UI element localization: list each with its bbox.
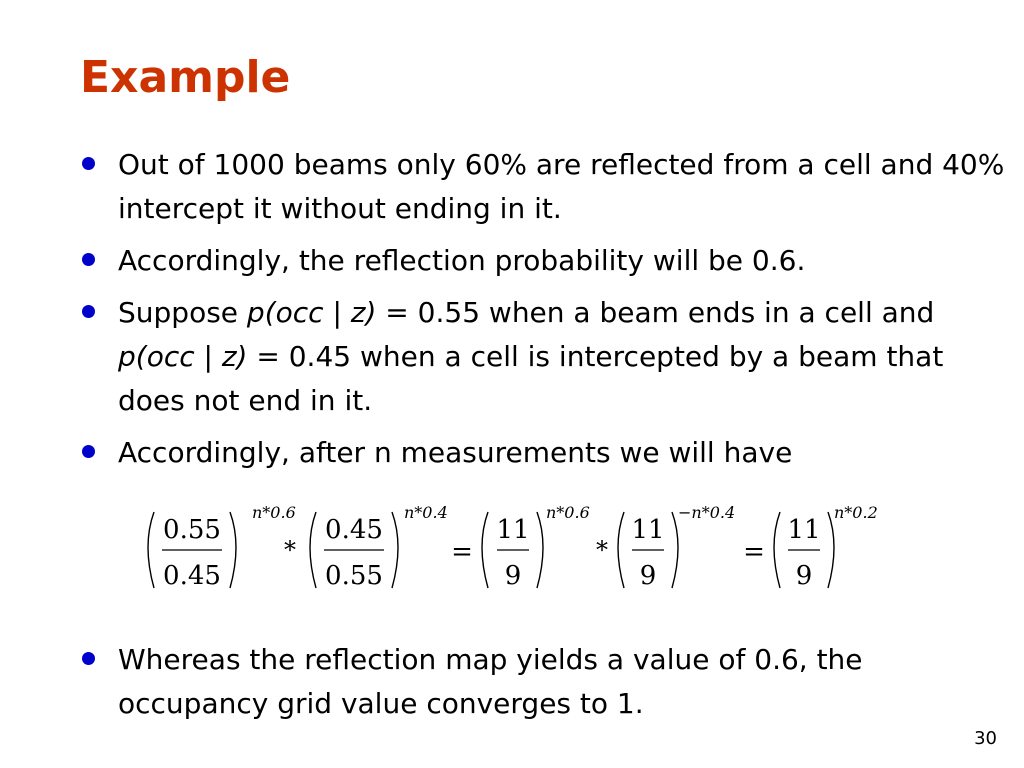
bullet-text-part: = 0.45 when a cell is intercepted by a beam that does not end in it. [118, 340, 944, 417]
bullet-item-2 [80, 239, 1010, 283]
fraction-denominator: 9 [504, 561, 522, 591]
bullet-dot-icon [82, 157, 95, 170]
exponent: n*0.6 [546, 503, 590, 522]
formula-term-4 [618, 503, 735, 591]
bullet-text-part: Suppose [118, 296, 247, 329]
fraction-numerator: 0.55 [163, 515, 221, 545]
multiply-operator: * [284, 536, 296, 564]
exponent: n*0.4 [404, 503, 448, 522]
bullet-item-4 [80, 431, 1010, 475]
formula-term-3 [482, 503, 590, 591]
page-number: 30 [974, 728, 997, 749]
bullet-item-3 [80, 291, 1010, 423]
bullet-dot-icon [82, 445, 95, 458]
formula-term-2 [310, 503, 448, 591]
bullet-text: Accordingly, after n measurements we will have [118, 436, 793, 469]
formula [140, 500, 900, 600]
fraction-denominator: 0.55 [325, 561, 383, 591]
bullet-text: Accordingly, the reflection probability will be 0.6. [118, 244, 806, 277]
probability-expression: p(occ | z) [246, 296, 377, 329]
fraction-denominator: 9 [639, 561, 657, 591]
exponent: n*0.6 [252, 503, 296, 522]
bullet-item-1 [80, 143, 1010, 231]
formula-term-5 [774, 503, 878, 591]
exponent: n*0.2 [834, 503, 878, 522]
bullet-text: Whereas the reflection map yields a value of 0.6, the occupancy grid value converges to 1. [118, 643, 863, 720]
bullet-item-5 [80, 638, 1010, 726]
probability-expression: p(occ | z) [118, 340, 248, 373]
fraction-denominator: 0.45 [163, 561, 221, 591]
bullet-list-continued [80, 638, 1010, 726]
bullet-text-part: = 0.55 when a beam ends in a cell and [376, 296, 935, 329]
bullet-list [80, 143, 1010, 475]
bullet-dot-icon [82, 253, 95, 266]
formula-term-1 [148, 503, 296, 591]
bullet-dot-icon [82, 652, 95, 665]
fraction-numerator: 11 [631, 515, 665, 545]
exponent: −n*0.4 [678, 503, 736, 522]
fraction-numerator: 0.45 [325, 515, 383, 545]
bullet-text: Out of 1000 beams only 60% are reflected from a cell and 40% intercept it without ending in it. [118, 148, 1005, 225]
slide-title: Example [80, 52, 291, 103]
fraction-denominator: 9 [795, 561, 813, 591]
bullet-dot-icon [82, 305, 95, 318]
equals-operator: = [743, 537, 765, 567]
equals-operator: = [451, 537, 473, 567]
fraction-numerator: 11 [496, 515, 530, 545]
fraction-numerator: 11 [787, 515, 821, 545]
multiply-operator: * [596, 536, 608, 564]
